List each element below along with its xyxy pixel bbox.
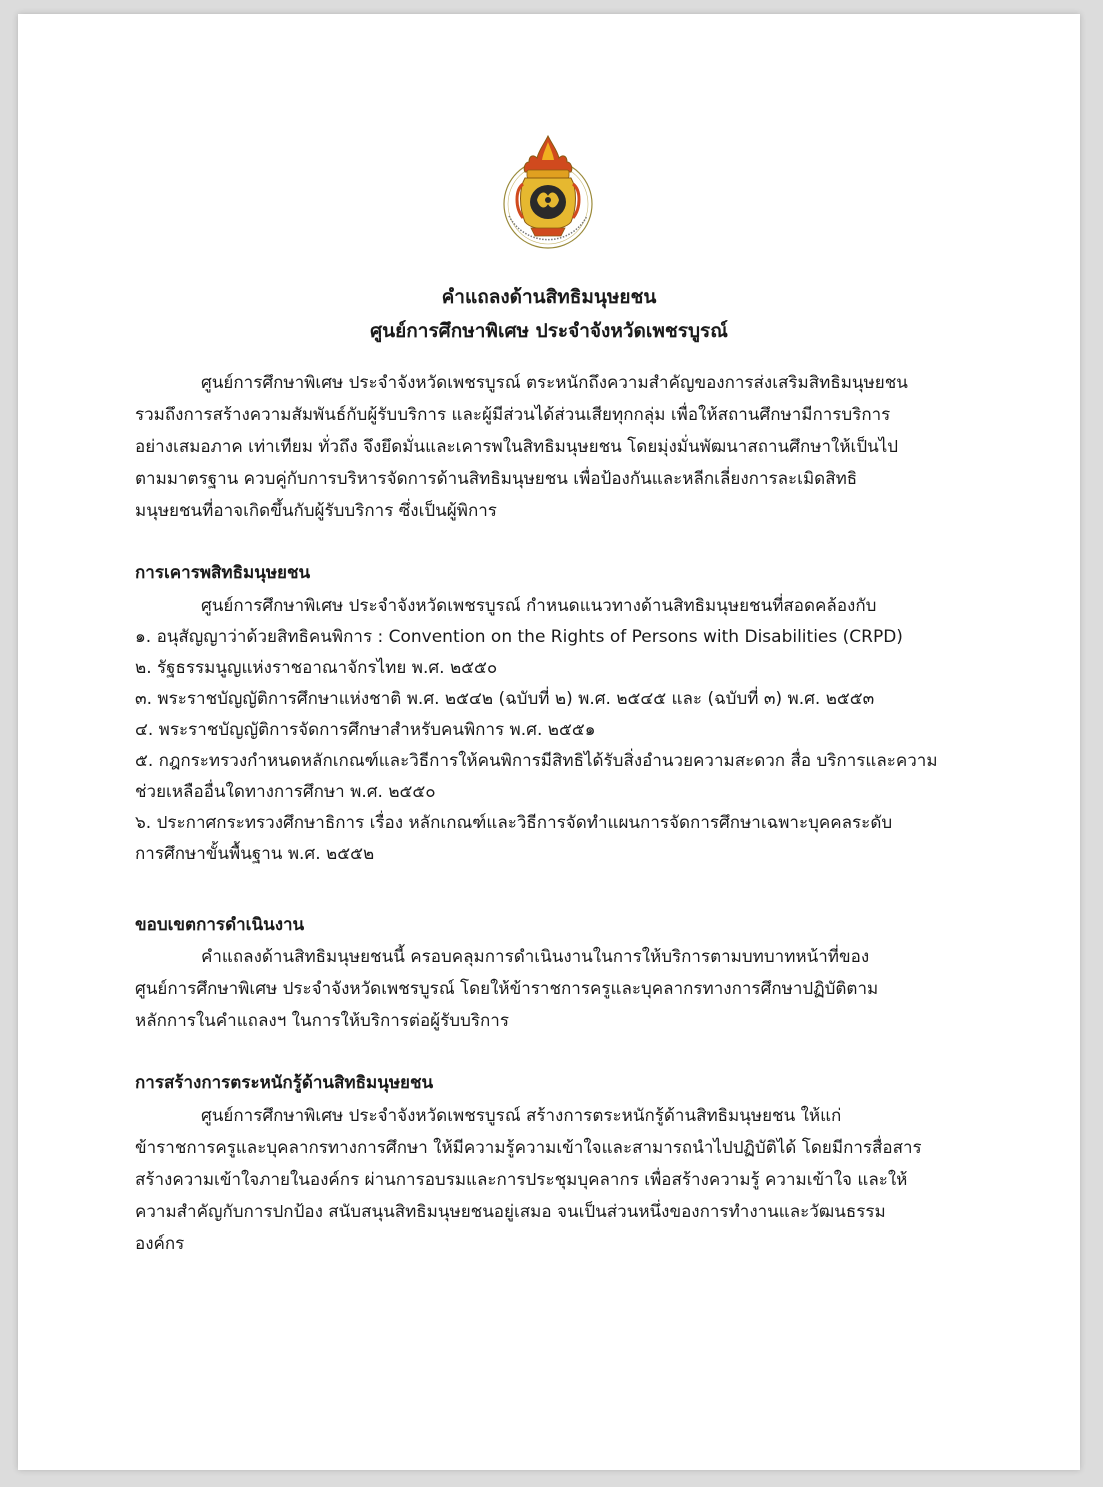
section-heading-respect: การเคารพสิทธิมนุษยชน — [135, 563, 311, 583]
list-item: ๒. รัฐธรรมนูญแห่งราชอาณาจักรไทย พ.ศ. ๒๕๕๐ — [135, 658, 498, 678]
list-item: ๓. พระราชบัญญัติการศึกษาแห่งชาติ พ.ศ. ๒๕๔๒ (ฉบับที่ ๒) พ.ศ. ๒๕๔๕ และ (ฉบับที่ ๓) พ.ศ. ๒๕๕๓ — [135, 689, 875, 709]
thai-special-education-emblem-icon — [493, 132, 603, 254]
list-item: ๖. ประกาศกระทรวงศึกษาธิการ เรื่อง หลักเกณฑ์และวิธีการจัดทำแผนการจัดการศึกษาเฉพาะบุคคลระดับ — [135, 813, 893, 833]
intro-line: อย่างเสมอภาค เท่าเทียม ทั่วถึง จึงยึดมั่นและเคารพในสิทธิมนุษยชน โดยมุ่งมั่นพัฒนาสถานศึกษาให้เป็นไป — [135, 437, 899, 457]
list-item: ๔. พระราชบัญญัติการจัดการศึกษาสำหรับคนพิการ พ.ศ. ๒๕๕๑ — [135, 720, 596, 740]
section-line: องค์กร — [135, 1234, 185, 1254]
list-item: ๑. อนุสัญญาว่าด้วยสิทธิคนพิการ : Convention on the Rights of Persons with Disabilities (CRPD) — [135, 627, 903, 647]
list-item: การศึกษาขั้นพื้นฐาน พ.ศ. ๒๕๕๒ — [135, 844, 375, 864]
statement-title: คำแถลงด้านสิทธิมนุษยชน — [441, 286, 657, 308]
document-page — [18, 14, 1080, 1470]
section-line: ข้าราชการครูและบุคลากรทางการศึกษา ให้มีความรู้ความเข้าใจและสามารถนำไปปฏิบัติได้ โดยมีการสื่อสาร — [135, 1138, 922, 1158]
section-line: ศูนย์การศึกษาพิเศษ ประจำจังหวัดเพชรบูรณ์ สร้างการตระหนักรู้ด้านสิทธิมนุษยชน ให้แก่ — [201, 1106, 842, 1126]
list-item: ๕. กฎกระทรวงกำหนดหลักเกณฑ์และวิธีการให้คนพิการมีสิทธิได้รับสิ่งอำนวยความสะดวก สื่อ บริการและความ — [135, 751, 938, 771]
section-line: คำแถลงด้านสิทธิมนุษยชนนี้ ครอบคลุมการดำเนินงานในการให้บริการตามบทบาทหน้าที่ของ — [201, 947, 870, 967]
list-item: ช่วยเหลืออื่นใดทางการศึกษา พ.ศ. ๒๕๕๐ — [135, 782, 436, 802]
section-line: ศูนย์การศึกษาพิเศษ ประจำจังหวัดเพชรบูรณ์ โดยให้ข้าราชการครูและบุคลากรทางการศึกษาปฏิบัติตาม — [135, 979, 879, 999]
section-heading-scope: ขอบเขตการดำเนินงาน — [135, 915, 305, 935]
organization-title: ศูนย์การศึกษาพิเศษ ประจำจังหวัดเพชรบูรณ์ — [370, 320, 728, 342]
section-line: ศูนย์การศึกษาพิเศษ ประจำจังหวัดเพชรบูรณ์ กำหนดแนวทางด้านสิทธิมนุษยชนที่สอดคล้องกับ — [201, 596, 877, 616]
section-line: ความสำคัญกับการปกป้อง สนับสนุนสิทธิมนุษยชนอยู่เสมอ จนเป็นส่วนหนึ่งของการทำงานและวัฒนธรรม — [135, 1202, 886, 1222]
section-line: หลักการในคำแถลงฯ ในการให้บริการต่อผู้รับบริการ — [135, 1011, 509, 1031]
intro-line: ศูนย์การศึกษาพิเศษ ประจำจังหวัดเพชรบูรณ์ ตระหนักถึงความสำคัญของการส่งเสริมสิทธิมนุษยชน — [201, 373, 908, 393]
section-line: สร้างความเข้าใจภายในองค์กร ผ่านการอบรมและการประชุมบุคลากร เพื่อสร้างความรู้ ความเข้าใจ และให้ — [135, 1170, 908, 1190]
intro-line: มนุษยชนที่อาจเกิดขึ้นกับผู้รับบริการ ซึ่งเป็นผู้พิการ — [135, 501, 497, 521]
section-heading-awareness: การสร้างการตระหนักรู้ด้านสิทธิมนุษยชน — [135, 1073, 434, 1093]
intro-line: รวมถึงการสร้างความสัมพันธ์กับผู้รับบริการ และผู้มีส่วนได้ส่วนเสียทุกกลุ่ม เพื่อให้สถานศึกษามีการบริการ — [135, 405, 891, 425]
intro-line: ตามมาตรฐาน ควบคู่กับการบริหารจัดการด้านสิทธิมนุษยชน เพื่อป้องกันและหลีกเลี่ยงการละเมิดสิทธิ — [135, 469, 858, 489]
